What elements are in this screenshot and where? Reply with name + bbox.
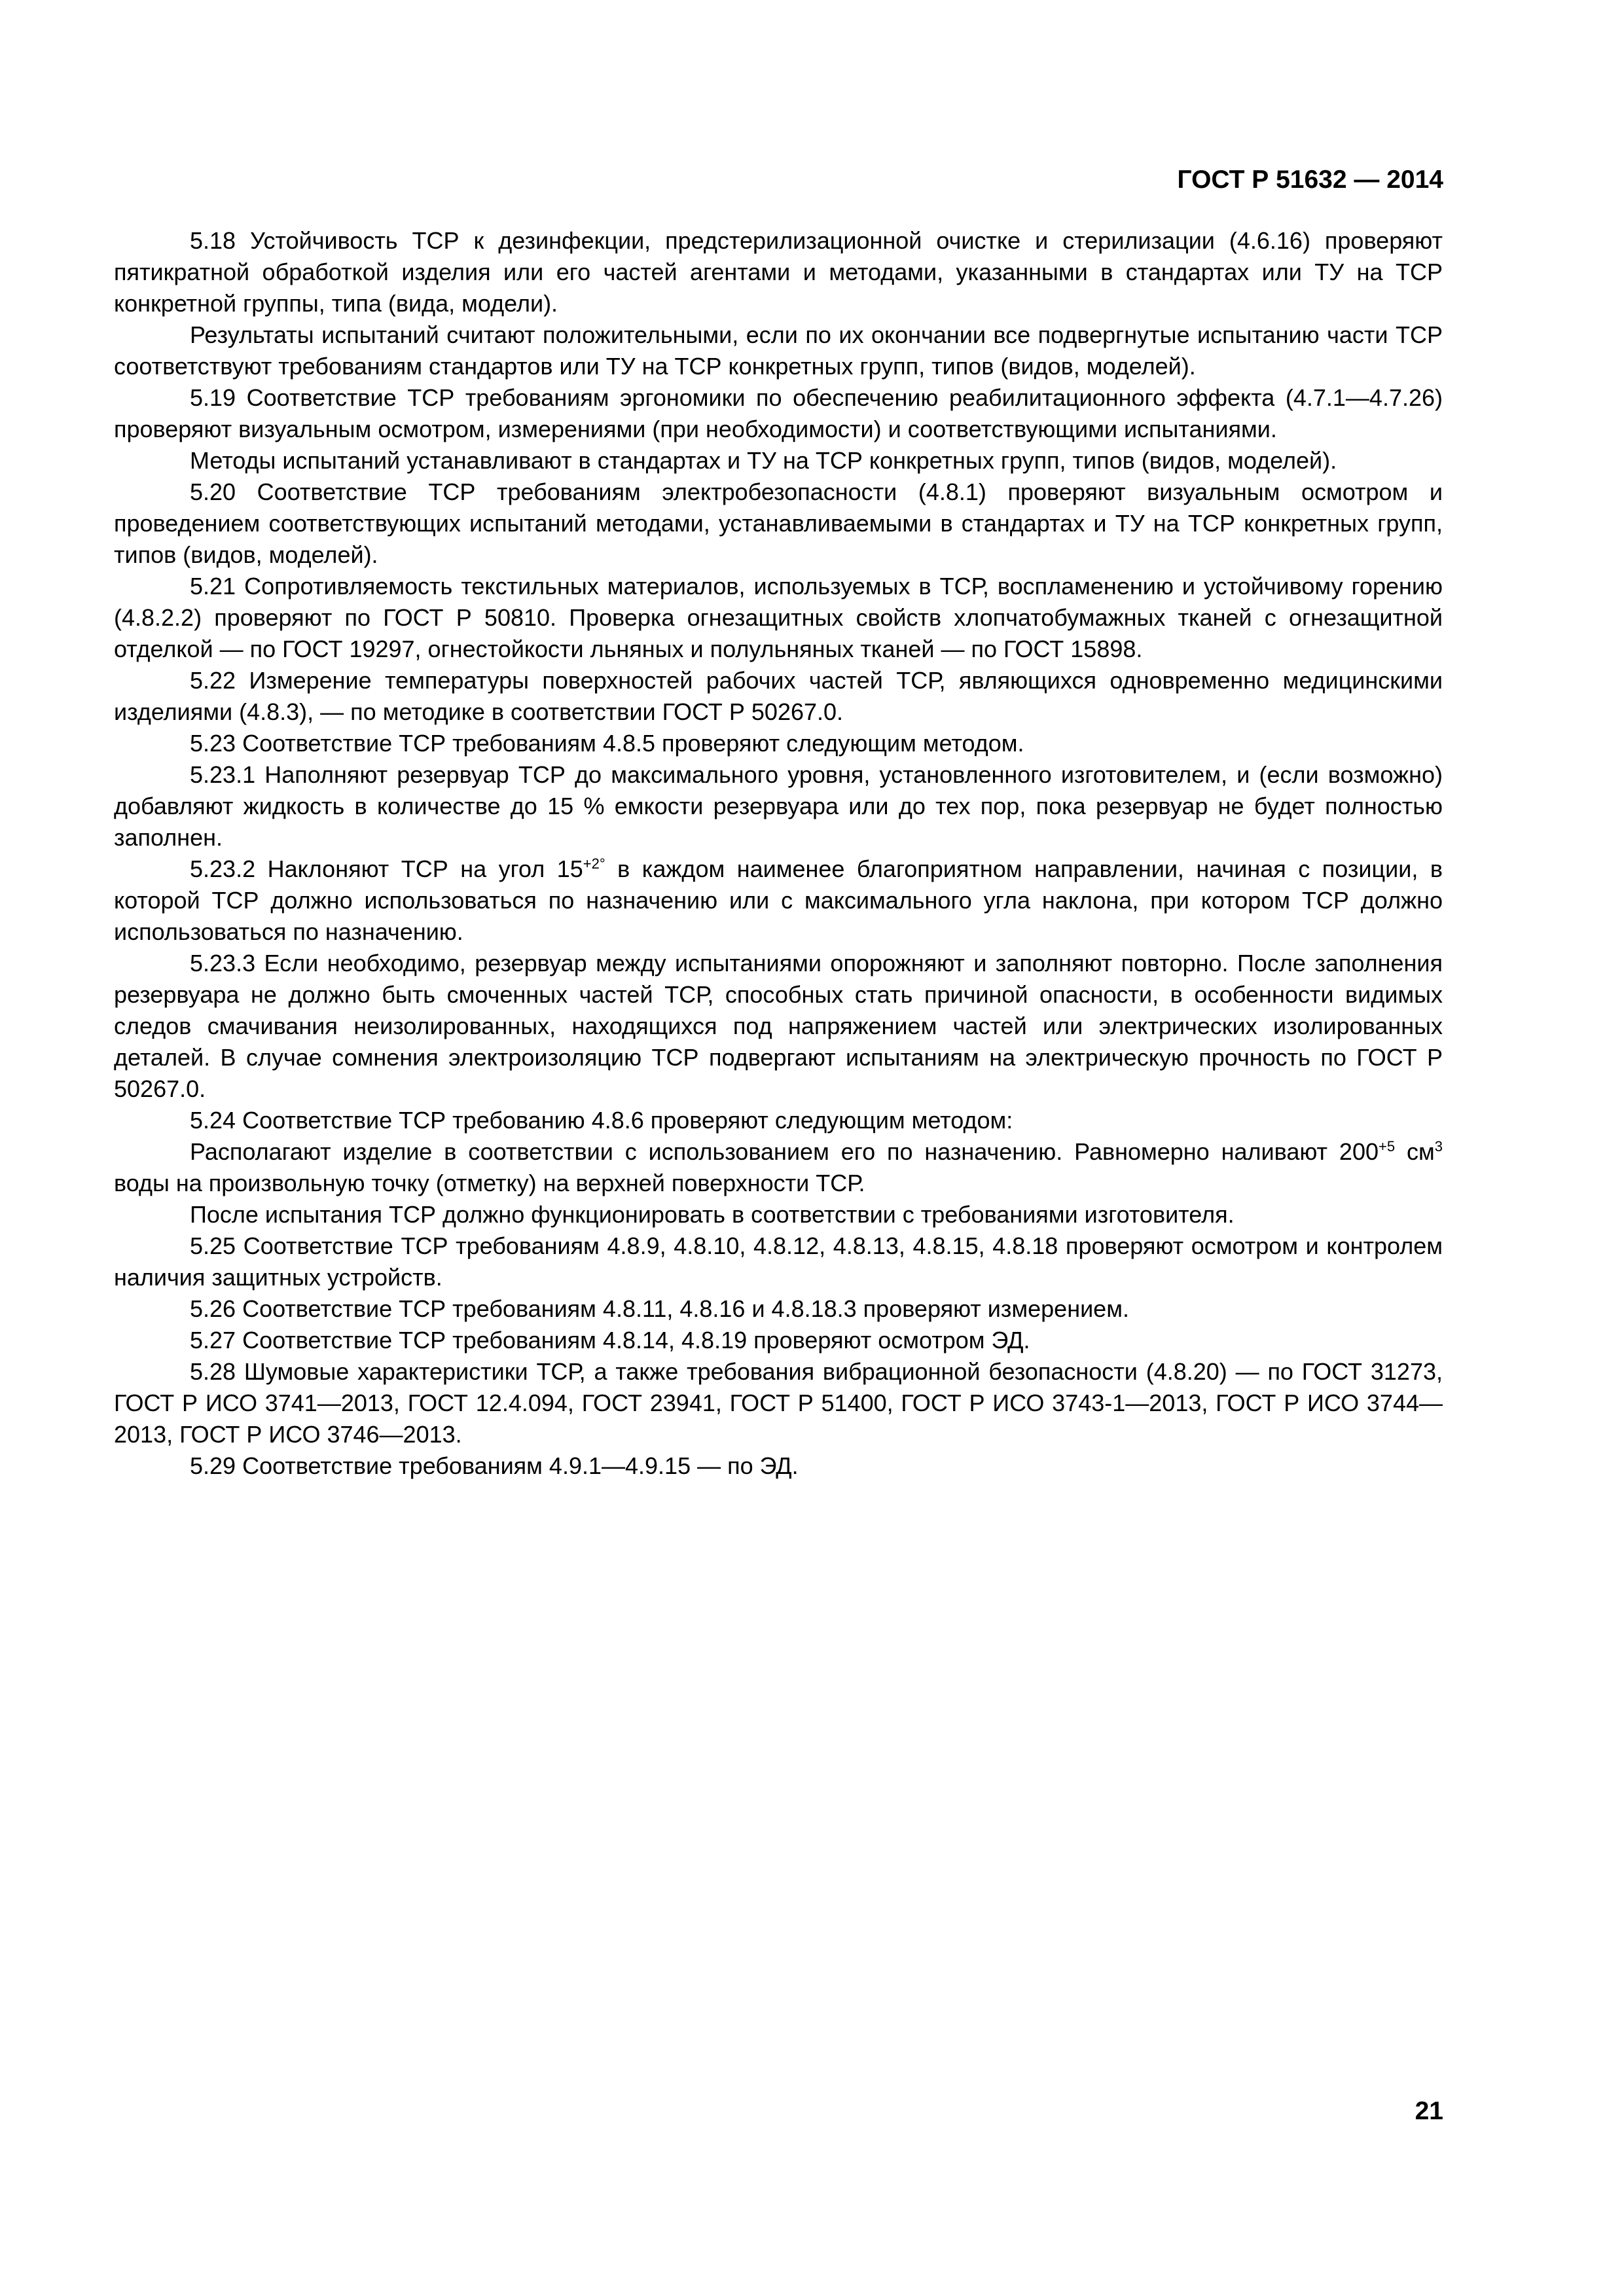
paragraph-5-24-method-end: воды на произвольную точку (отметку) на верхней поверхности ТСР. bbox=[114, 1170, 865, 1196]
paragraph-5-23-2-end: в каждом наименее благоприятном направлении, начиная с позиции, в которой ТСР должно использоваться по назначению или с максимального угла наклона, при котором ТСР должно использоваться по назначению. bbox=[114, 855, 1443, 945]
angle-tolerance: +2° bbox=[583, 855, 605, 872]
paragraph-5-23: 5.23 Соответствие ТСР требованиям 4.8.5 проверяют следующим методом. bbox=[190, 730, 1024, 757]
paragraph-5-24-method-start: Располагают изделие в соответствии с использованием его по назначению. Равномерно наливают 200 bbox=[190, 1138, 1379, 1165]
volume-tolerance: +5 bbox=[1379, 1138, 1396, 1155]
paragraph-5-23-2-start: 5.23.2 Наклоняют ТСР на угол 15 bbox=[190, 855, 583, 882]
paragraph-5-19: 5.19 Соответствие ТСР требованиям эргономики по обеспечению реабилитационного эффекта (4.7.1—4.7.26) проверяют визуальным осмотром, измерениями (при необходимости) и соответствующими испытаниями. bbox=[114, 384, 1443, 442]
page-number: 21 bbox=[1415, 2097, 1443, 2125]
paragraph-5-21: 5.21 Сопротивляемость текстильных материалов, используемых в ТСР, воспламенению и устойчивому горению (4.8.2.2) проверяют по ГОСТ Р 50810. Проверка огнезащитных свойств хлопчатобумажных тканей с огнезащитной отделкой — по ГОСТ 19297, огнестойкости льняных и полульняных тканей — по ГОСТ 15898. bbox=[114, 573, 1443, 662]
paragraph-5-25: 5.25 Соответствие ТСР требованиям 4.8.9, 4.8.10, 4.8.12, 4.8.13, 4.8.15, 4.8.18 проверяют осмотром и контролем наличия защитных устройств. bbox=[114, 1232, 1443, 1291]
paragraph-5-27: 5.27 Соответствие ТСР требованиям 4.8.14, 4.8.19 проверяют осмотром ЭД. bbox=[190, 1327, 1030, 1354]
paragraph-5-24-method bbox=[114, 1136, 1443, 1199]
paragraph-5-20: 5.20 Соответствие ТСР требованиям электробезопасности (4.8.1) проверяют визуальным осмотром и проведением соответствующих испытаний методами, устанавливаемыми в стандартах и ТУ на ТСР конкретных групп, типов (видов, моделей). bbox=[114, 478, 1443, 568]
paragraph-5-28: 5.28 Шумовые характеристики ТСР, а также требования вибрационной безопасности (4.8.20) — по ГОСТ 31273, ГОСТ Р ИСО 3741—2013, ГОСТ 12.4.094, ГОСТ 23941, ГОСТ Р 51400, ГОСТ Р ИСО 3743-1—2013, ГОСТ Р ИСО 3744—2013, ГОСТ Р ИСО 3746—2013. bbox=[114, 1358, 1443, 1448]
paragraph-5-24-after: После испытания ТСР должно функционировать в соответствии с требованиями изготовителя. bbox=[190, 1201, 1235, 1228]
volume-unit: см bbox=[1395, 1138, 1435, 1165]
paragraph-5-18: 5.18 Устойчивость ТСР к дезинфекции, предстерилизационной очистке и стерилизации (4.6.16) проверяют пятикратной обработкой изделия или его частей агентами и методами, указанными в стандартах или ТУ на ТСР конкретной группы, типа (вида, модели). bbox=[114, 227, 1443, 317]
paragraph-5-22: 5.22 Измерение температуры поверхностей рабочих частей ТСР, являющихся одновременно медицинскими изделиями (4.8.3), — по методике в соответствии ГОСТ Р 50267.0. bbox=[114, 667, 1443, 725]
document-body bbox=[114, 225, 1443, 1482]
paragraph-5-23-1: 5.23.1 Наполняют резервуар ТСР до максимального уровня, установленного изготовителем, и (если возможно) добавляют жидкость в количестве до 15 % емкости резервуара или до тех пор, пока резервуар не будет полностью заполнен. bbox=[114, 761, 1443, 851]
paragraph-5-24: 5.24 Соответствие ТСР требованию 4.8.6 проверяют следующим методом: bbox=[190, 1107, 1013, 1134]
paragraph-5-19-methods: Методы испытаний устанавливают в стандартах и ТУ на ТСР конкретных групп, типов (видов, моделей). bbox=[190, 447, 1337, 474]
paragraph-5-23-2 bbox=[114, 853, 1443, 948]
paragraph-5-26: 5.26 Соответствие ТСР требованиям 4.8.11, 4.8.16 и 4.8.18.3 проверяют измерением. bbox=[190, 1295, 1129, 1322]
paragraph-5-23-3: 5.23.3 Если необходимо, резервуар между испытаниями опорожняют и заполняют повторно. После заполнения резервуара не должно быть смоченных частей ТСР, способных стать причиной опасности, в особенности видимых следов смачивания неизолированных, находящихся под напряжением частей или электрических изолированных деталей. В случае сомнения электроизоляцию ТСР подвергают испытаниям на электрическую прочность по ГОСТ Р 50267.0. bbox=[114, 950, 1443, 1102]
paragraph-5-18-results: Результаты испытаний считают положительными, если по их окончании все подвергнутые испытанию части ТСР соответствуют требованиям стандартов или ТУ на ТСР конкретных групп, типов (видов, моделей). bbox=[114, 321, 1443, 380]
document-header: ГОСТ Р 51632 — 2014 bbox=[1177, 166, 1443, 194]
paragraph-5-29: 5.29 Соответствие требованиям 4.9.1—4.9.15 — по ЭД. bbox=[190, 1452, 799, 1479]
volume-unit-exponent: 3 bbox=[1434, 1138, 1443, 1155]
